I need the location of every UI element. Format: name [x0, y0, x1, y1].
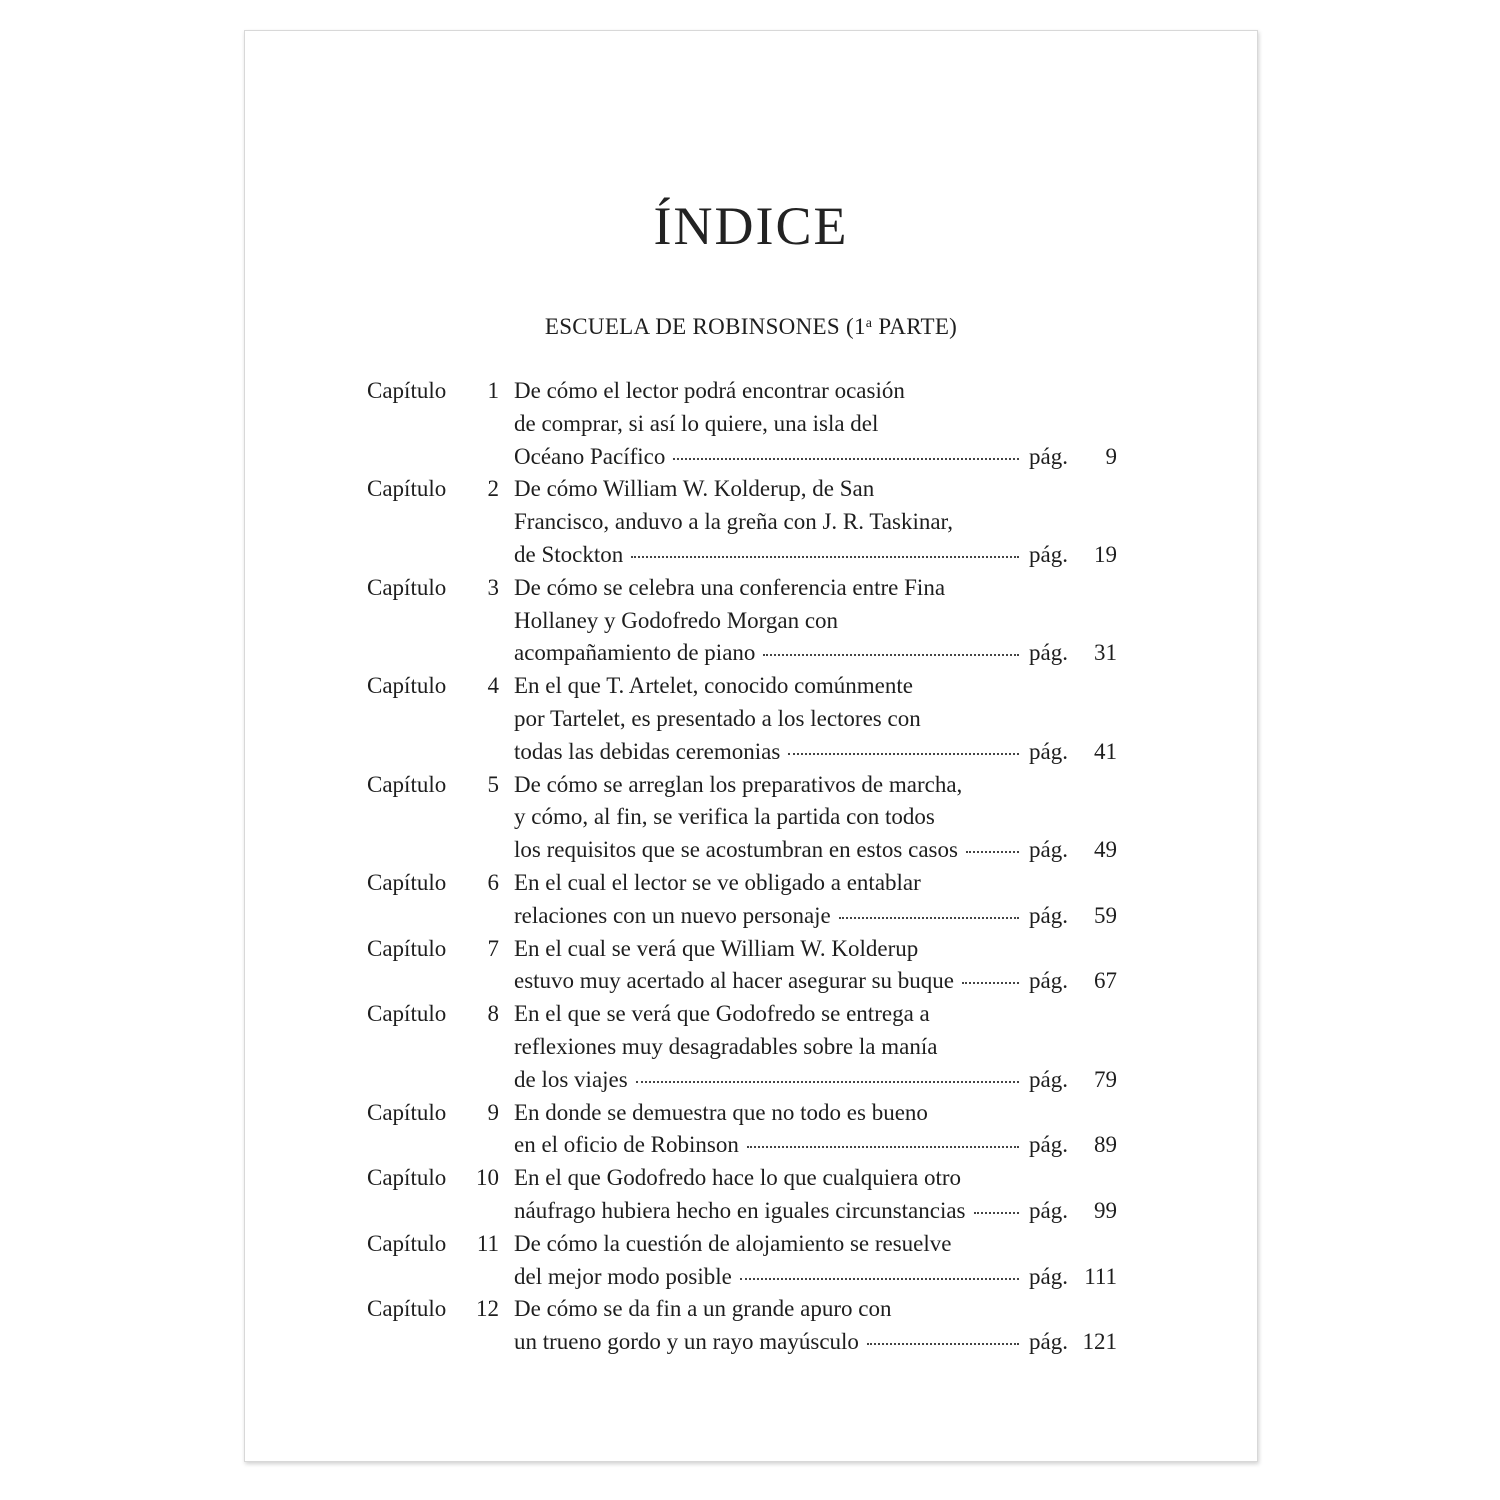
chapter-number: 8 — [487, 1001, 499, 1027]
chapter-title-line: De cómo se arreglan los preparativos de marcha, — [514, 771, 963, 797]
dot-leader — [974, 1212, 1020, 1214]
chapter-title-line: náufrago hubiera hecho en iguales circunstancias — [514, 1197, 966, 1223]
chapter-title-line: todas las debidas ceremonias — [514, 738, 781, 764]
chapter-last-line — [514, 965, 1117, 998]
chapter-title-line: En el que T. Artelet, conocido comúnmente — [514, 673, 913, 699]
chapter-number: 10 — [476, 1165, 499, 1191]
chapter-number: 1 — [487, 378, 499, 403]
toc-entry — [367, 1293, 1117, 1359]
toc-entry — [367, 1162, 1117, 1228]
chapter-last-line — [514, 539, 1117, 572]
chapter-title-line: Francisco, anduvo a la greña con J. R. Taskinar, — [514, 509, 954, 535]
chapter-title-line: De cómo el lector podrá encontrar ocasión — [514, 378, 905, 403]
toc-entry — [367, 998, 1117, 1096]
chapter-title-line: de comprar, si así lo quiere, una isla del — [514, 410, 879, 436]
page-number: 111 — [1084, 1263, 1117, 1289]
chapter-title-line: En el cual el lector se ve obligado a entablar — [514, 869, 921, 895]
toc-entry — [367, 572, 1117, 670]
chapter-last-line — [514, 834, 1117, 867]
chapter-label: Capítulo — [367, 1230, 447, 1256]
dot-leader — [788, 753, 1019, 755]
page-label: pág. — [1029, 1263, 1068, 1289]
chapter-last-line — [514, 1129, 1117, 1162]
chapter-number: 7 — [487, 935, 499, 961]
chapter-last-line — [514, 637, 1117, 670]
chapter-title — [514, 769, 1117, 867]
page-label: pág. — [1029, 640, 1068, 666]
chapter-title — [514, 375, 1117, 473]
dot-leader — [636, 1081, 1019, 1083]
chapter-title — [514, 867, 1117, 933]
chapter-label: Capítulo — [367, 1296, 447, 1322]
chapter-title-line: reflexiones muy desagradables sobre la manía — [514, 1033, 938, 1059]
chapter-title-line: Océano Pacífico — [514, 443, 666, 469]
chapter-title-line: Hollaney y Godofredo Morgan con — [514, 607, 839, 633]
chapter-title-line: De cómo se da fin a un grande apuro con — [514, 1296, 892, 1322]
page-label: pág. — [1029, 443, 1068, 469]
chapter-title — [514, 670, 1117, 768]
toc-entry — [367, 867, 1117, 933]
toc-entry — [367, 1228, 1117, 1294]
chapter-last-line — [514, 1195, 1117, 1228]
book-page — [244, 30, 1258, 1462]
chapter-title-line: En donde se demuestra que no todo es bueno — [514, 1099, 928, 1125]
page-label: pág. — [1029, 1329, 1068, 1355]
chapter-last-line — [514, 736, 1117, 769]
page-number: 79 — [1094, 1066, 1117, 1092]
chapter-title — [514, 998, 1117, 1096]
chapter-title-line: relaciones con un nuevo personaje — [514, 902, 831, 928]
chapter-label: Capítulo — [367, 935, 447, 961]
page-number: 59 — [1094, 902, 1117, 928]
chapter-title — [514, 473, 1117, 571]
chapter-title — [514, 1162, 1117, 1228]
dot-leader — [867, 1343, 1019, 1345]
chapter-title-line: estuvo muy acertado al hacer asegurar su buque — [514, 968, 955, 994]
toc-entry — [367, 670, 1117, 768]
page-label: pág. — [1029, 902, 1068, 928]
chapter-label: Capítulo — [367, 673, 447, 699]
page-label: pág. — [1029, 1132, 1068, 1158]
page-number: 19 — [1094, 541, 1117, 567]
chapter-title-line: De cómo se celebra una conferencia entre Fina — [514, 574, 946, 600]
chapter-title — [514, 1293, 1117, 1359]
chapter-title-line: acompañamiento de piano — [514, 640, 756, 666]
dot-leader — [740, 1278, 1019, 1280]
dot-leader — [966, 851, 1019, 853]
dot-leader — [673, 458, 1019, 460]
chapter-title — [514, 1228, 1117, 1294]
chapter-label: Capítulo — [367, 476, 447, 502]
chapter-number: 11 — [476, 1230, 499, 1256]
chapter-last-line — [514, 441, 1117, 474]
dot-leader — [747, 1146, 1019, 1148]
dot-leader — [763, 654, 1019, 656]
page-label: pág. — [1029, 1066, 1068, 1092]
toc-entry — [367, 473, 1117, 571]
chapter-title-line: los requisitos que se acostumbran en estos casos — [514, 837, 958, 863]
chapter-title — [514, 1097, 1117, 1163]
toc-entry — [367, 375, 1117, 473]
chapter-number: 12 — [476, 1296, 499, 1322]
toc-entry — [367, 769, 1117, 867]
page-label: pág. — [1029, 1197, 1068, 1223]
chapter-last-line — [514, 1326, 1117, 1359]
chapter-number: 4 — [487, 673, 499, 699]
chapter-title-line: En el cual se verá que William W. Kolderup — [514, 935, 919, 961]
chapter-last-line — [514, 1261, 1117, 1294]
page-number: 9 — [1105, 443, 1117, 469]
chapter-title-line: de los viajes — [514, 1066, 628, 1092]
page-number: 41 — [1094, 738, 1117, 764]
chapter-title-line: por Tartelet, es presentado a los lectores con — [514, 705, 921, 731]
chapter-title — [514, 933, 1117, 999]
page-label: pág. — [1029, 738, 1068, 764]
chapter-title-line: En el que Godofredo hace lo que cualquiera otro — [514, 1165, 962, 1191]
page-label: pág. — [1029, 968, 1068, 994]
chapter-label: Capítulo — [367, 1099, 447, 1125]
chapter-number: 5 — [487, 771, 499, 797]
page-number: 31 — [1094, 640, 1117, 666]
section-title: ESCUELA DE ROBINSONES (1$^a$ PARTE) — [544, 314, 958, 339]
chapter-title-line: En el que se verá que Godofredo se entrega a — [514, 1001, 930, 1027]
chapter-label: Capítulo — [367, 1165, 447, 1191]
dot-leader — [839, 917, 1019, 919]
chapter-label: Capítulo — [367, 574, 447, 600]
toc-entry — [367, 1097, 1117, 1163]
chapter-label: Capítulo — [367, 378, 447, 403]
chapter-title-line: del mejor modo posible — [514, 1263, 732, 1289]
chapter-title-line: y cómo, al fin, se verifica la partida con todos — [514, 804, 935, 830]
chapter-last-line — [514, 1064, 1117, 1097]
page-title: ÍNDICE — [653, 196, 849, 256]
chapter-title — [514, 572, 1117, 670]
chapter-label: Capítulo — [367, 771, 447, 797]
chapter-number: 2 — [487, 476, 499, 502]
dot-leader — [631, 556, 1019, 558]
chapter-title-line: De cómo la cuestión de alojamiento se resuelve — [514, 1230, 952, 1256]
page-number: 67 — [1094, 968, 1117, 994]
page-number: 99 — [1094, 1197, 1117, 1223]
chapter-label: Capítulo — [367, 1001, 447, 1027]
page-number: 121 — [1082, 1329, 1117, 1355]
page-label: pág. — [1029, 541, 1068, 567]
dot-leader — [962, 982, 1019, 984]
chapter-title-line: De cómo William W. Kolderup, de San — [514, 476, 875, 502]
chapter-title-line: un trueno gordo y un rayo mayúsculo — [514, 1329, 859, 1355]
table-of-contents — [367, 375, 1117, 1359]
chapter-number: 3 — [487, 574, 499, 600]
chapter-title-line: en el oficio de Robinson — [514, 1132, 739, 1158]
chapter-title-line: de Stockton — [514, 541, 624, 567]
chapter-label: Capítulo — [367, 869, 447, 895]
page-number: 89 — [1094, 1132, 1117, 1158]
page-label: pág. — [1029, 837, 1068, 863]
toc-entry — [367, 933, 1117, 999]
chapter-number: 6 — [487, 869, 499, 895]
page-number: 49 — [1094, 837, 1117, 863]
chapter-number: 9 — [487, 1099, 499, 1125]
chapter-last-line — [514, 900, 1117, 933]
